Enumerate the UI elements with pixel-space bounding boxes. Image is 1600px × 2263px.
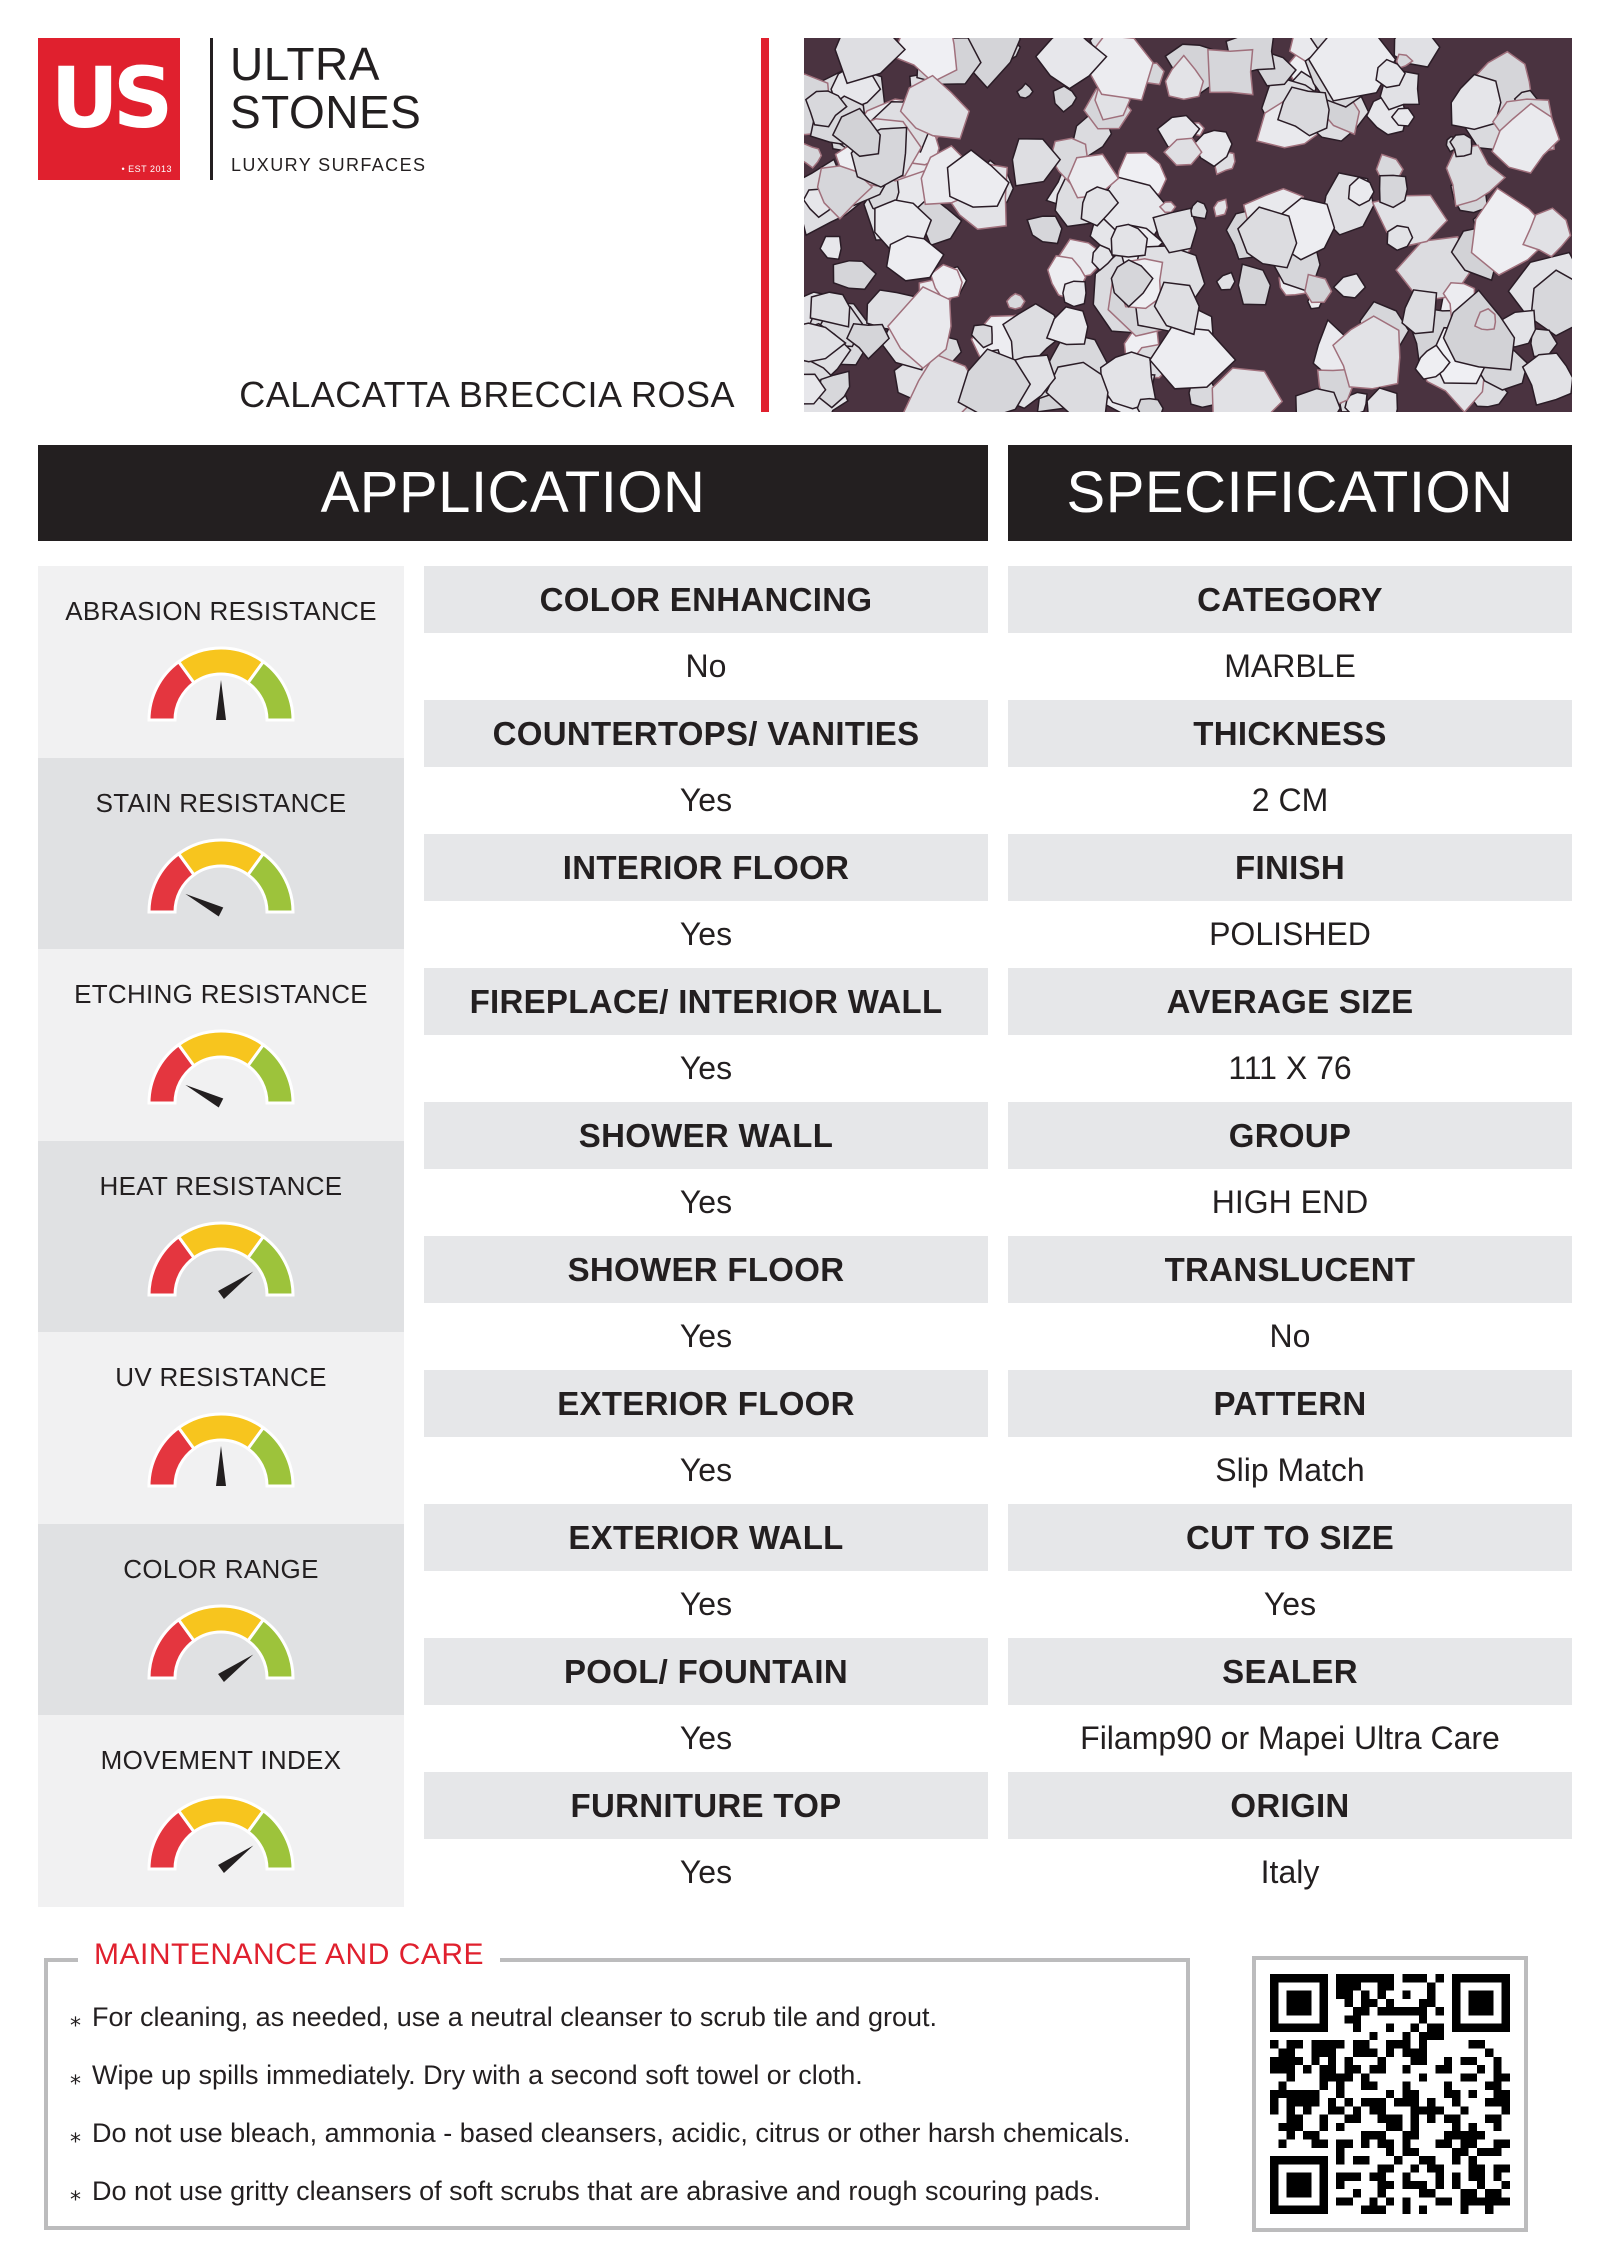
application-value: Yes [424,767,988,834]
gauge-label: ABRASION RESISTANCE [65,596,377,626]
specification-label: GROUP [1008,1102,1572,1169]
application-value: Yes [424,1571,988,1638]
specification-value: Yes [1008,1571,1572,1638]
application-table [424,566,988,1906]
specification-value: 111 X 76 [1008,1035,1572,1102]
gauge-dial-icon [146,644,296,726]
application-value: Yes [424,1839,988,1906]
gauge-label: STAIN RESISTANCE [95,787,347,818]
specification-label: THICKNESS [1008,700,1572,767]
gauge-label: COLOR RANGE [123,1553,319,1584]
specification-value: POLISHED [1008,901,1572,968]
application-label: COLOR ENHANCING [424,566,988,633]
specification-label: FINISH [1008,834,1572,901]
gauge-row [38,1715,404,1907]
gauge-needle [218,1271,253,1299]
application-value: Yes [424,1035,988,1102]
application-label: EXTERIOR WALL [424,1504,988,1571]
maintenance-item [70,2058,1131,2116]
bullet-icon: ⁎ [70,2122,81,2147]
gauge-needle [185,893,223,916]
maintenance-item [70,2174,1131,2232]
gauge-row [38,1141,404,1333]
qr-code-icon [1270,1974,1510,2214]
accent-divider [761,38,769,412]
specification-label: CUT TO SIZE [1008,1504,1572,1571]
maintenance-title: MAINTENANCE AND CARE [78,1938,500,1972]
resistance-gauges [38,566,404,1907]
logo-mark: US [50,49,168,147]
gauge-needle [218,1654,253,1682]
gauge-label: HEAT RESISTANCE [99,1170,343,1201]
application-label: SHOWER WALL [424,1102,988,1169]
specification-table [1008,566,1572,1906]
specification-label: PATTERN [1008,1370,1572,1437]
gauge-dial-icon [146,1219,296,1301]
specification-label: CATEGORY [1008,566,1572,633]
maintenance-text: Do not use bleach, ammonia - based cleansers, acidic, citrus or other harsh chemicals. [92,2118,1131,2148]
maintenance-list [70,2000,1131,2232]
gauge-row [38,566,404,758]
application-label: INTERIOR FLOOR [424,834,988,901]
product-name: CALACATTA BRECCIA ROSA [239,374,735,415]
gauge-needle [185,1085,223,1108]
bullet-icon: ⁎ [70,2064,81,2089]
specification-value: Filamp90 or Mapei Ultra Care [1008,1705,1572,1772]
application-label: COUNTERTOPS/ VANITIES [424,700,988,767]
specification-value: No [1008,1303,1572,1370]
stone-image [804,38,1572,412]
gauge-label: MOVEMENT INDEX [100,1745,342,1775]
specification-heading: SPECIFICATION [1008,445,1572,541]
gauge-row [38,758,404,950]
specification-value: Slip Match [1008,1437,1572,1504]
gauge-label: ETCHING RESISTANCE [74,979,368,1009]
gauge-dial-icon [146,836,296,918]
application-label: POOL/ FOUNTAIN [424,1638,988,1705]
application-heading: APPLICATION [38,445,988,541]
application-value: Yes [424,901,988,968]
application-value: Yes [424,1705,988,1772]
application-value: Yes [424,1169,988,1236]
maintenance-item [70,2000,1131,2058]
gauge-dial-icon [146,1410,296,1492]
maintenance-text: Wipe up spills immediately. Dry with a second soft towel or cloth. [92,2060,863,2090]
maintenance-text: Do not use gritty cleansers of soft scrubs that are abrasive and rough scouring pads. [92,2176,1101,2206]
application-label: SHOWER FLOOR [424,1236,988,1303]
specification-value: MARBLE [1008,633,1572,700]
specification-value: HIGH END [1008,1169,1572,1236]
brand-name [230,40,421,136]
gauge-label: UV RESISTANCE [115,1362,327,1392]
specification-label: AVERAGE SIZE [1008,968,1572,1035]
specification-value: Italy [1008,1839,1572,1906]
application-label: EXTERIOR FLOOR [424,1370,988,1437]
specification-label: TRANSLUCENT [1008,1236,1572,1303]
maintenance-text: For cleaning, as needed, use a neutral cleanser to scrub tile and grout. [92,2002,938,2032]
maintenance-item [70,2116,1131,2174]
brand-logo [38,38,180,180]
qr-code[interactable] [1252,1956,1528,2232]
gauge-dial-icon [146,1793,296,1875]
gauge-needle [218,1845,253,1873]
brand-divider [210,38,213,180]
gauge-dial-icon [146,1027,296,1109]
application-label: FIREPLACE/ INTERIOR WALL [424,968,988,1035]
gauge-row [38,949,404,1141]
bullet-icon: ⁎ [70,2006,81,2031]
gauge-needle [216,680,226,720]
gauge-row [38,1524,404,1716]
gauge-needle [216,1446,226,1486]
specification-label: SEALER [1008,1638,1572,1705]
brand-tagline: LUXURY SURFACES [231,155,427,175]
application-value: No [424,633,988,700]
specification-value: 2 CM [1008,767,1572,834]
gauge-dial-icon [146,1602,296,1684]
logo-est: • EST 2013 [121,164,172,174]
application-label: FURNITURE TOP [424,1772,988,1839]
specification-label: ORIGIN [1008,1772,1572,1839]
application-value: Yes [424,1437,988,1504]
bullet-icon: ⁎ [70,2180,81,2205]
brand-name-line1: ULTRA [230,38,380,90]
application-value: Yes [424,1303,988,1370]
maintenance-box [44,1938,1190,2230]
brand-name-line2: STONES [230,86,422,138]
gauge-row [38,1332,404,1524]
